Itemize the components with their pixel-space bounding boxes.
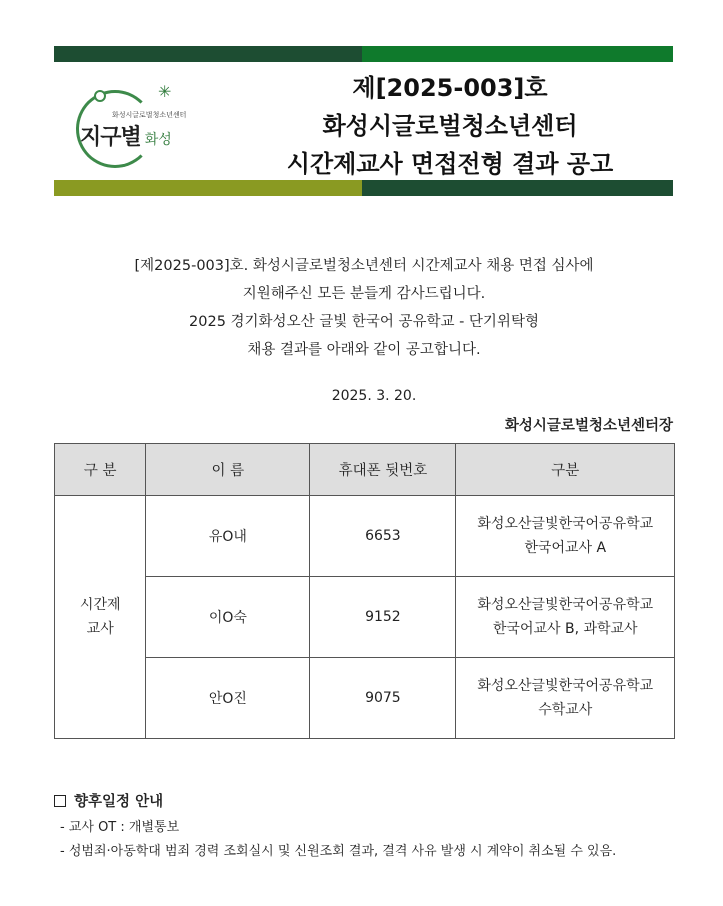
role-name: 수학교사 [538,702,593,718]
schedule-heading-label: 향후일정 안내 [74,794,164,810]
signer: 화성시글로벌청소년센터장 [504,418,673,434]
name-cell: 이O숙 [146,577,310,658]
header-phone: 휴대폰 뒷번호 [310,444,456,496]
phone-cell: 9075 [310,658,456,739]
logo-small-text: 화성시글로벌청소년센터 [112,111,187,119]
category-line-1: 시간제 [79,597,121,613]
intro-line-2: 지원해주신 모든 분들게 감사드립니다. [242,286,486,302]
name-cell: 유O내 [146,496,310,577]
schedule-heading [54,790,163,811]
category-line-2: 교사 [86,621,114,637]
result-table [54,443,675,739]
school-name: 화성오산글빛한국어공유학교 [477,516,654,532]
logo [62,80,212,170]
intro-line-3: 2025 경기화성오산 글빛 한국어 공유학교 - 단기위탁형 [189,314,539,330]
checkbox-icon [54,795,66,807]
category-cell [55,496,146,739]
assignment-cell [456,496,675,577]
header-bar-right [362,46,673,62]
sparkle-icon: ✳ [158,82,172,101]
notice-title: 시간제교사 면접전형 결과 공고 [286,150,614,178]
phone-cell: 9152 [310,577,456,658]
footer-bar-right [362,180,673,196]
logo-dot [94,90,106,102]
table-row [55,577,675,658]
table-row [55,658,675,739]
notice-number: 제[2025-003]호 [352,74,548,102]
role-name: 한국어교사 B, 과학교사 [492,621,638,637]
table-row [55,496,675,577]
logo-main-label: 지구별 [80,125,141,150]
organization-title: 화성시글로벌청소년센터 [322,112,578,140]
header-assignment: 구분 [456,444,675,496]
header-category: 구 분 [55,444,146,496]
phone-cell: 6653 [310,496,456,577]
intro-line-1: [제2025-003]호. 화성시글로벌청소년센터 시간제교사 채용 면접 심사에 [134,258,594,274]
header-bar-left [54,46,362,62]
logo-main-text [80,120,172,151]
intro-line-4: 채용 결과를 아래와 같이 공고합니다. [247,342,481,358]
table-header-row [55,444,675,496]
notice-date: 2025. 3. 20. [331,388,417,404]
school-name: 화성오산글빛한국어공유학교 [477,597,654,613]
schedule-item: - 성범죄·아동학대 범죄 경력 조회실시 및 신원조회 결과, 결격 사유 발생 시 계약이 취소될 수 있음. [60,844,617,859]
assignment-cell [456,577,675,658]
schedule-item: - 교사 OT : 개별통보 [60,820,180,835]
footer-bar-left [54,180,362,196]
assignment-cell [456,658,675,739]
header-name: 이 름 [146,444,310,496]
logo-sub-label: 화성 [144,132,172,148]
name-cell: 안O진 [146,658,310,739]
school-name: 화성오산글빛한국어공유학교 [477,678,654,694]
role-name: 한국어교사 A [524,540,607,556]
